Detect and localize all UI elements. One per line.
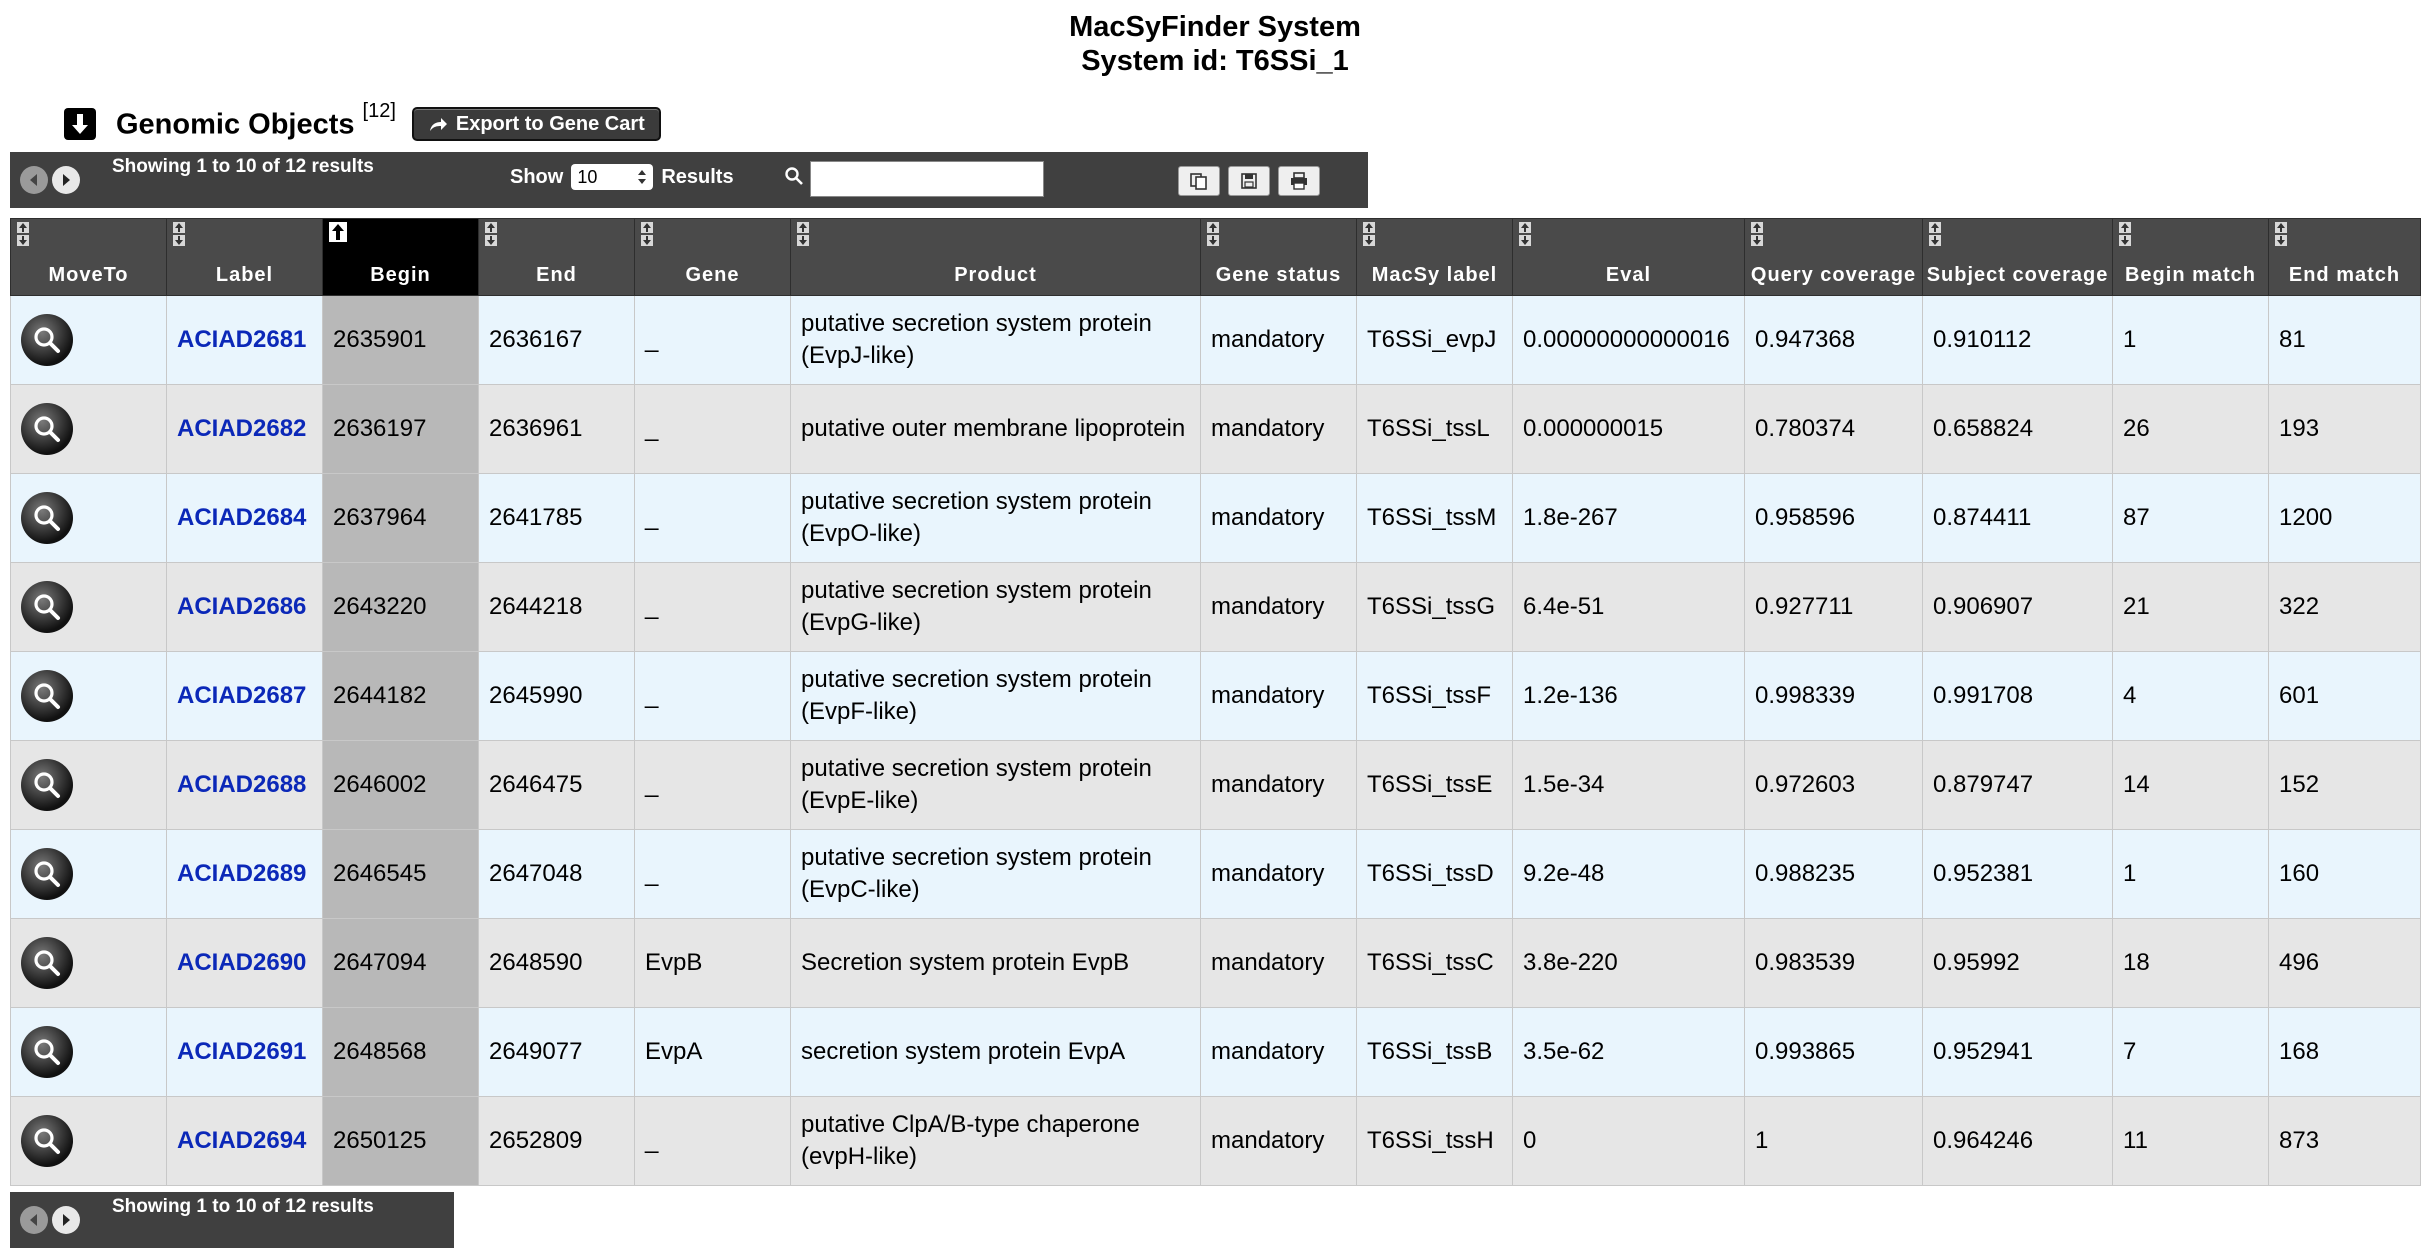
page-title: MacSyFinder System [1069, 11, 1361, 43]
page-header [0, 10, 2430, 78]
sort-both-icon [2274, 221, 2288, 255]
sort-both-icon [796, 221, 810, 255]
results-info: Showing 1 to 10 of 12 results [112, 156, 374, 177]
move-to-cell [11, 474, 167, 563]
column-header-label: Subject coverage [1926, 264, 2109, 286]
arrow-down-icon[interactable] [64, 108, 96, 140]
cell-macsy: T6SSi_tssC [1357, 919, 1513, 1008]
copy-button[interactable] [1178, 166, 1220, 196]
cell-eval: 9.2e-48 [1513, 830, 1745, 919]
cell-bmatch: 14 [2113, 741, 2269, 830]
column-header-label: Begin match [2124, 264, 2257, 286]
cell-eval: 1.5e-34 [1513, 741, 1745, 830]
cell-gene: _ [635, 830, 791, 919]
column-header-3[interactable] [479, 219, 635, 296]
cell-qcov: 0.998339 [1745, 652, 1923, 741]
cell-qcov: 0.972603 [1745, 741, 1923, 830]
cell-ematch: 601 [2269, 652, 2421, 741]
column-header-8[interactable] [1513, 219, 1745, 296]
cell-begin: 2637964 [323, 474, 479, 563]
cell-ematch: 496 [2269, 919, 2421, 1008]
sort-both-icon [484, 221, 498, 255]
cell-product: Secretion system protein EvpB [791, 919, 1201, 1008]
cell-label [167, 652, 323, 741]
cell-gene: _ [635, 385, 791, 474]
cell-begin: 2643220 [323, 563, 479, 652]
cell-label [167, 296, 323, 385]
magnifier-icon[interactable] [21, 492, 73, 544]
print-icon [1289, 172, 1309, 190]
column-header-0[interactable] [11, 219, 167, 296]
column-header-label: MacSy label [1371, 264, 1498, 286]
cell-end: 2647048 [479, 830, 635, 919]
genomic-objects-table [10, 218, 2421, 1186]
cell-bmatch: 11 [2113, 1097, 2269, 1186]
column-header-2[interactable] [323, 219, 479, 296]
cell-ematch: 81 [2269, 296, 2421, 385]
cell-qcov: 0.958596 [1745, 474, 1923, 563]
cell-eval: 0.00000000000016 [1513, 296, 1745, 385]
gene-label-link[interactable]: ACIAD2694 [177, 1127, 307, 1154]
table-toolbar [10, 152, 1368, 208]
magnifier-icon[interactable] [21, 314, 73, 366]
cell-product: putative outer membrane lipoprotein [791, 385, 1201, 474]
cell-status: mandatory [1201, 919, 1357, 1008]
cell-ematch: 168 [2269, 1008, 2421, 1097]
print-button[interactable] [1278, 166, 1320, 196]
cell-gene: _ [635, 563, 791, 652]
column-header-6[interactable] [1201, 219, 1357, 296]
cell-qcov: 0.780374 [1745, 385, 1923, 474]
column-header-label: Gene status [1215, 264, 1342, 286]
gene-label-link[interactable]: ACIAD2687 [177, 682, 307, 709]
cell-eval: 1.2e-136 [1513, 652, 1745, 741]
cell-product: secretion system protein EvpA [791, 1008, 1201, 1097]
cell-product: putative secretion system protein (EvpO-like) [791, 474, 1201, 563]
cell-eval: 0 [1513, 1097, 1745, 1186]
bottom-pager-bar [10, 1192, 454, 1248]
cell-ematch: 1200 [2269, 474, 2421, 563]
sort-both-icon [1362, 221, 1376, 255]
export-to-gene-cart-button[interactable] [412, 107, 661, 141]
cell-gene: _ [635, 474, 791, 563]
search-input[interactable] [810, 161, 1044, 197]
sort-both-icon [1206, 221, 1220, 255]
cell-macsy: T6SSi_tssH [1357, 1097, 1513, 1186]
cell-end: 2636961 [479, 385, 635, 474]
cell-ematch: 152 [2269, 741, 2421, 830]
page-length-control [510, 164, 734, 190]
bottom-results-info: Showing 1 to 10 of 12 results [112, 1196, 374, 1217]
column-header-label: MoveTo [48, 264, 129, 286]
cell-gene: _ [635, 1097, 791, 1186]
magnifier-icon[interactable] [21, 937, 73, 989]
gene-label-link[interactable]: ACIAD2682 [177, 415, 307, 442]
column-header-11[interactable] [2113, 219, 2269, 296]
cell-macsy: T6SSi_tssG [1357, 563, 1513, 652]
page-subtitle: System id: T6SSi_1 [1081, 45, 1349, 77]
move-to-cell [11, 563, 167, 652]
sort-both-icon [172, 221, 186, 255]
gene-label-link[interactable]: ACIAD2688 [177, 771, 307, 798]
magnifier-icon[interactable] [21, 581, 73, 633]
cell-qcov: 0.993865 [1745, 1008, 1923, 1097]
magnifier-icon[interactable] [21, 759, 73, 811]
table-row [11, 385, 2421, 474]
cell-macsy: T6SSi_tssF [1357, 652, 1513, 741]
search-icon [784, 166, 804, 191]
cell-begin: 2636197 [323, 385, 479, 474]
save-icon [1240, 172, 1258, 190]
cell-status: mandatory [1201, 830, 1357, 919]
cell-ematch: 322 [2269, 563, 2421, 652]
cell-macsy: T6SSi_tssL [1357, 385, 1513, 474]
column-header-9[interactable] [1745, 219, 1923, 296]
move-to-cell [11, 741, 167, 830]
cell-product: putative secretion system protein (EvpC-like) [791, 830, 1201, 919]
move-to-cell [11, 919, 167, 1008]
bottom-previous-page-button[interactable] [20, 1206, 48, 1234]
pager [20, 166, 80, 194]
cell-scov: 0.879747 [1923, 741, 2113, 830]
results-label: Results [661, 165, 734, 188]
cell-eval: 3.5e-62 [1513, 1008, 1745, 1097]
sort-both-icon [1518, 221, 1532, 255]
move-to-cell [11, 296, 167, 385]
cell-macsy: T6SSi_evpJ [1357, 296, 1513, 385]
cell-begin: 2647094 [323, 919, 479, 1008]
cell-status: mandatory [1201, 385, 1357, 474]
share-arrow-icon [428, 115, 448, 133]
column-header-label: Label [215, 264, 274, 286]
column-header-5[interactable] [791, 219, 1201, 296]
table-row [11, 1008, 2421, 1097]
stepper-icon [637, 169, 647, 185]
chevron-right-icon [59, 173, 73, 187]
cell-gene: _ [635, 296, 791, 385]
cell-end: 2652809 [479, 1097, 635, 1186]
cell-label [167, 830, 323, 919]
chevron-left-icon [27, 173, 41, 187]
cell-status: mandatory [1201, 563, 1357, 652]
cell-scov: 0.910112 [1923, 296, 2113, 385]
cell-qcov: 0.983539 [1745, 919, 1923, 1008]
cell-qcov: 0.947368 [1745, 296, 1923, 385]
cell-begin: 2648568 [323, 1008, 479, 1097]
cell-product: putative secretion system protein (EvpE-like) [791, 741, 1201, 830]
gene-label-link[interactable]: ACIAD2689 [177, 860, 307, 887]
cell-label [167, 474, 323, 563]
cell-qcov: 0.988235 [1745, 830, 1923, 919]
cell-macsy: T6SSi_tssE [1357, 741, 1513, 830]
cell-bmatch: 18 [2113, 919, 2269, 1008]
cell-scov: 0.95992 [1923, 919, 2113, 1008]
cell-product: putative ClpA/B-type chaperone (evpH-like) [791, 1097, 1201, 1186]
section-header [64, 100, 661, 144]
column-header-7[interactable] [1357, 219, 1513, 296]
show-label: Show [510, 165, 564, 188]
cell-scov: 0.952381 [1923, 830, 2113, 919]
cell-product: putative secretion system protein (EvpG-like) [791, 563, 1201, 652]
cell-qcov: 1 [1745, 1097, 1923, 1186]
table-row [11, 741, 2421, 830]
table-row [11, 474, 2421, 563]
cell-scov: 0.991708 [1923, 652, 2113, 741]
cell-gene: EvpA [635, 1008, 791, 1097]
cell-label [167, 1097, 323, 1186]
chevron-right-icon [59, 1213, 73, 1227]
gene-label-link[interactable]: ACIAD2681 [177, 326, 307, 353]
cell-bmatch: 21 [2113, 563, 2269, 652]
gene-label-link[interactable]: ACIAD2684 [177, 504, 307, 531]
table-header-row [11, 219, 2421, 296]
column-header-12[interactable] [2269, 219, 2421, 296]
bottom-pager [20, 1206, 80, 1234]
magnifier-icon[interactable] [21, 1115, 73, 1167]
gene-label-link[interactable]: ACIAD2686 [177, 593, 307, 620]
cell-bmatch: 1 [2113, 296, 2269, 385]
magnifier-icon[interactable] [21, 848, 73, 900]
cell-scov: 0.952941 [1923, 1008, 2113, 1097]
cell-bmatch: 26 [2113, 385, 2269, 474]
sort-ascending-icon [328, 221, 348, 251]
cell-product: putative secretion system protein (EvpJ-like) [791, 296, 1201, 385]
cell-bmatch: 4 [2113, 652, 2269, 741]
magnifier-icon[interactable] [21, 670, 73, 722]
cell-end: 2646475 [479, 741, 635, 830]
page-length-value: 10 [577, 166, 598, 187]
cell-begin: 2644182 [323, 652, 479, 741]
cell-eval: 3.8e-220 [1513, 919, 1745, 1008]
sort-both-icon [2118, 221, 2132, 255]
cell-product: putative secretion system protein (EvpF-like) [791, 652, 1201, 741]
cell-ematch: 193 [2269, 385, 2421, 474]
export-label: Export to Gene Cart [455, 112, 645, 135]
section-title [116, 100, 396, 142]
cell-ematch: 873 [2269, 1097, 2421, 1186]
sort-both-icon [1928, 221, 1942, 255]
copy-icon [1189, 172, 1209, 190]
section-title-text: Genomic Objects [116, 108, 355, 141]
cell-bmatch: 7 [2113, 1008, 2269, 1097]
cell-eval: 1.8e-267 [1513, 474, 1745, 563]
cell-end: 2649077 [479, 1008, 635, 1097]
cell-label [167, 1008, 323, 1097]
cell-gene: _ [635, 652, 791, 741]
cell-status: mandatory [1201, 296, 1357, 385]
cell-begin: 2646545 [323, 830, 479, 919]
cell-macsy: T6SSi_tssD [1357, 830, 1513, 919]
magnifier-icon[interactable] [21, 1026, 73, 1078]
move-to-cell [11, 1097, 167, 1186]
column-header-label: Product [954, 264, 1037, 286]
cell-status: mandatory [1201, 1008, 1357, 1097]
next-page-button[interactable] [52, 166, 80, 194]
cell-label [167, 563, 323, 652]
cell-bmatch: 1 [2113, 830, 2269, 919]
bottom-next-page-button[interactable] [52, 1206, 80, 1234]
cell-label [167, 385, 323, 474]
move-to-cell [11, 385, 167, 474]
column-header-1[interactable] [167, 219, 323, 296]
cell-qcov: 0.927711 [1745, 563, 1923, 652]
cell-eval: 0.000000015 [1513, 385, 1745, 474]
cell-label [167, 741, 323, 830]
cell-gene: _ [635, 741, 791, 830]
export-tools [1178, 166, 1320, 196]
save-button[interactable] [1228, 166, 1270, 196]
column-header-label: Begin [370, 264, 431, 286]
cell-macsy: T6SSi_tssM [1357, 474, 1513, 563]
cell-scov: 0.906907 [1923, 563, 2113, 652]
cell-bmatch: 87 [2113, 474, 2269, 563]
chevron-left-icon [27, 1213, 41, 1227]
cell-status: mandatory [1201, 1097, 1357, 1186]
sort-both-icon [1750, 221, 1764, 255]
page-length-select[interactable] [571, 164, 653, 190]
column-header-4[interactable] [635, 219, 791, 296]
cell-begin: 2635901 [323, 296, 479, 385]
table-row [11, 296, 2421, 385]
column-header-10[interactable] [1923, 219, 2113, 296]
cell-end: 2645990 [479, 652, 635, 741]
cell-scov: 0.658824 [1923, 385, 2113, 474]
column-header-label: End [536, 264, 577, 286]
sort-both-icon [16, 221, 30, 255]
magnifier-icon[interactable] [21, 403, 73, 455]
cell-begin: 2650125 [323, 1097, 479, 1186]
cell-macsy: T6SSi_tssB [1357, 1008, 1513, 1097]
table-body [11, 296, 2421, 1186]
cell-end: 2636167 [479, 296, 635, 385]
cell-label [167, 919, 323, 1008]
gene-label-link[interactable]: ACIAD2691 [177, 1038, 307, 1065]
cell-eval: 6.4e-51 [1513, 563, 1745, 652]
table-row [11, 652, 2421, 741]
column-header-label: Gene [685, 264, 740, 286]
previous-page-button[interactable] [20, 166, 48, 194]
move-to-cell [11, 830, 167, 919]
move-to-cell [11, 1008, 167, 1097]
cell-end: 2648590 [479, 919, 635, 1008]
cell-status: mandatory [1201, 474, 1357, 563]
cell-end: 2644218 [479, 563, 635, 652]
move-to-cell [11, 652, 167, 741]
column-header-label: Eval [1605, 264, 1652, 286]
sort-both-icon [640, 221, 654, 255]
section-count: [12] [362, 100, 396, 123]
cell-scov: 0.964246 [1923, 1097, 2113, 1186]
column-header-label: End match [2288, 264, 2401, 286]
table-row [11, 919, 2421, 1008]
cell-gene: EvpB [635, 919, 791, 1008]
table-row [11, 1097, 2421, 1186]
cell-end: 2641785 [479, 474, 635, 563]
cell-status: mandatory [1201, 741, 1357, 830]
gene-label-link[interactable]: ACIAD2690 [177, 949, 307, 976]
cell-ematch: 160 [2269, 830, 2421, 919]
table-row [11, 830, 2421, 919]
cell-scov: 0.874411 [1923, 474, 2113, 563]
cell-begin: 2646002 [323, 741, 479, 830]
cell-status: mandatory [1201, 652, 1357, 741]
table-row [11, 563, 2421, 652]
column-header-label: Query coverage [1750, 264, 1917, 286]
